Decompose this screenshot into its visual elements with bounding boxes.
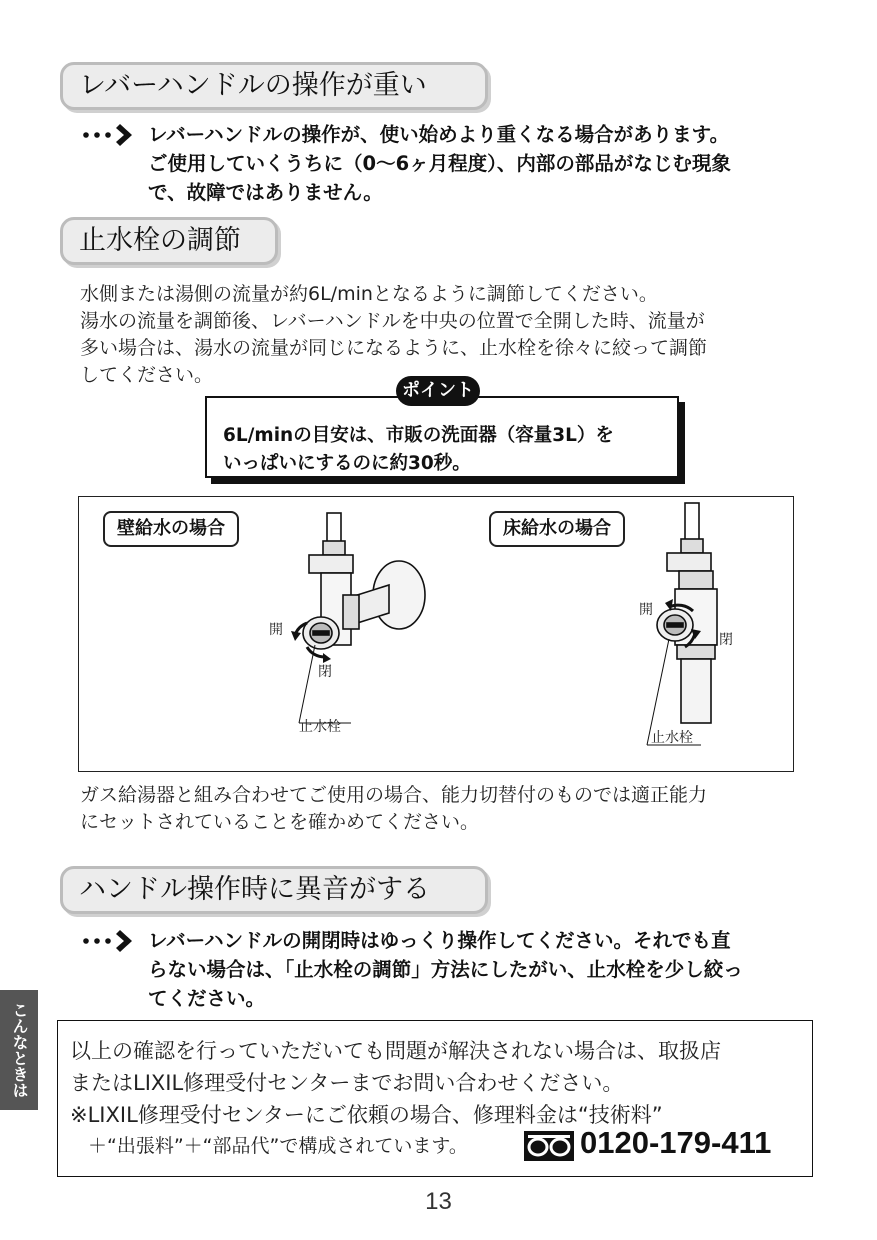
text-line: 湯水の流量を調節後、レバーハンドルを中央の位置で全開した時、流量が — [80, 310, 705, 332]
side-tab-troubleshooting: こんなときは — [0, 990, 38, 1110]
text-line: にセットされていることを確かめてください。 — [80, 811, 480, 833]
section-title-valve-adjust: 止水栓の調節 — [60, 217, 278, 265]
info-line: ※LIXIL修理受付センターにご依頼の場合、修理料金は“技術料” — [70, 1103, 663, 1127]
wall-valve-label: 止水栓 — [299, 719, 341, 735]
info-line: またはLIXIL修理受付センターまでお問い合わせください。 — [70, 1071, 624, 1095]
phone-number: 0120-179-411 — [580, 1125, 772, 1160]
section-title-noise: ハンドル操作時に異音がする — [60, 866, 488, 914]
text-line: てください。 — [148, 987, 266, 1010]
contact-info-box — [57, 1020, 813, 1177]
valve-figure — [78, 496, 794, 772]
wall-open-label: 開 — [269, 622, 283, 638]
info-line: ＋“出張料”＋“部品代”で構成されています。 — [88, 1135, 468, 1157]
point-box — [205, 396, 679, 478]
floor-close-label: 閉 — [719, 632, 733, 648]
text-line: してください。 — [80, 364, 214, 386]
gas-heater-note — [80, 782, 820, 836]
floor-valve-illustration — [619, 499, 759, 759]
arrow-dots-icon — [80, 120, 142, 149]
info-line: 以上の確認を行っていただいても問題が解決されない場合は、取扱店 — [70, 1039, 721, 1063]
floor-supply-label: 床給水の場合 — [489, 511, 625, 547]
floor-open-label: 開 — [639, 602, 653, 618]
text-line: 水側または湯側の流量が約6L/minとなるように調節してください。 — [80, 283, 658, 305]
wall-supply-label: 壁給水の場合 — [103, 511, 239, 547]
wall-close-label: 閉 — [318, 664, 332, 680]
text-line: レバーハンドルの開閉時はゆっくり操作してください。それでも直 — [148, 929, 731, 952]
page-number: 13 — [425, 1188, 452, 1215]
text-line: で、故障ではありません。 — [148, 181, 383, 204]
text-line: らない場合は、「止水栓の調節」方法にしたがい、止水栓を少し絞っ — [148, 958, 743, 981]
text-line: ガス給湯器と組み合わせてご使用の場合、能力切替付のものでは適正能力 — [80, 784, 708, 806]
point-line: いっぱいにするのに約30秒。 — [223, 453, 471, 474]
text-line: 多い場合は、湯水の流量が同じになるように、止水栓を徐々に絞って調節 — [80, 337, 708, 359]
section-valve-adjust-text — [80, 281, 820, 389]
arrow-dots-icon — [80, 926, 142, 955]
text-line: ご使用していくうちに（0～6ヶ月程度）、内部の部品がなじむ現象 — [148, 152, 731, 175]
point-badge: ポイント — [396, 376, 480, 406]
section-title-heavy-lever: レバーハンドルの操作が重い — [60, 62, 488, 110]
freedial-icon — [524, 1131, 574, 1161]
text-line: レバーハンドルの操作が、使い始めより重くなる場合があります。 — [148, 123, 730, 146]
point-line: 6L/minの目安は、市販の洗面器（容量3L）を — [223, 425, 614, 446]
floor-valve-label: 止水栓 — [651, 730, 693, 746]
